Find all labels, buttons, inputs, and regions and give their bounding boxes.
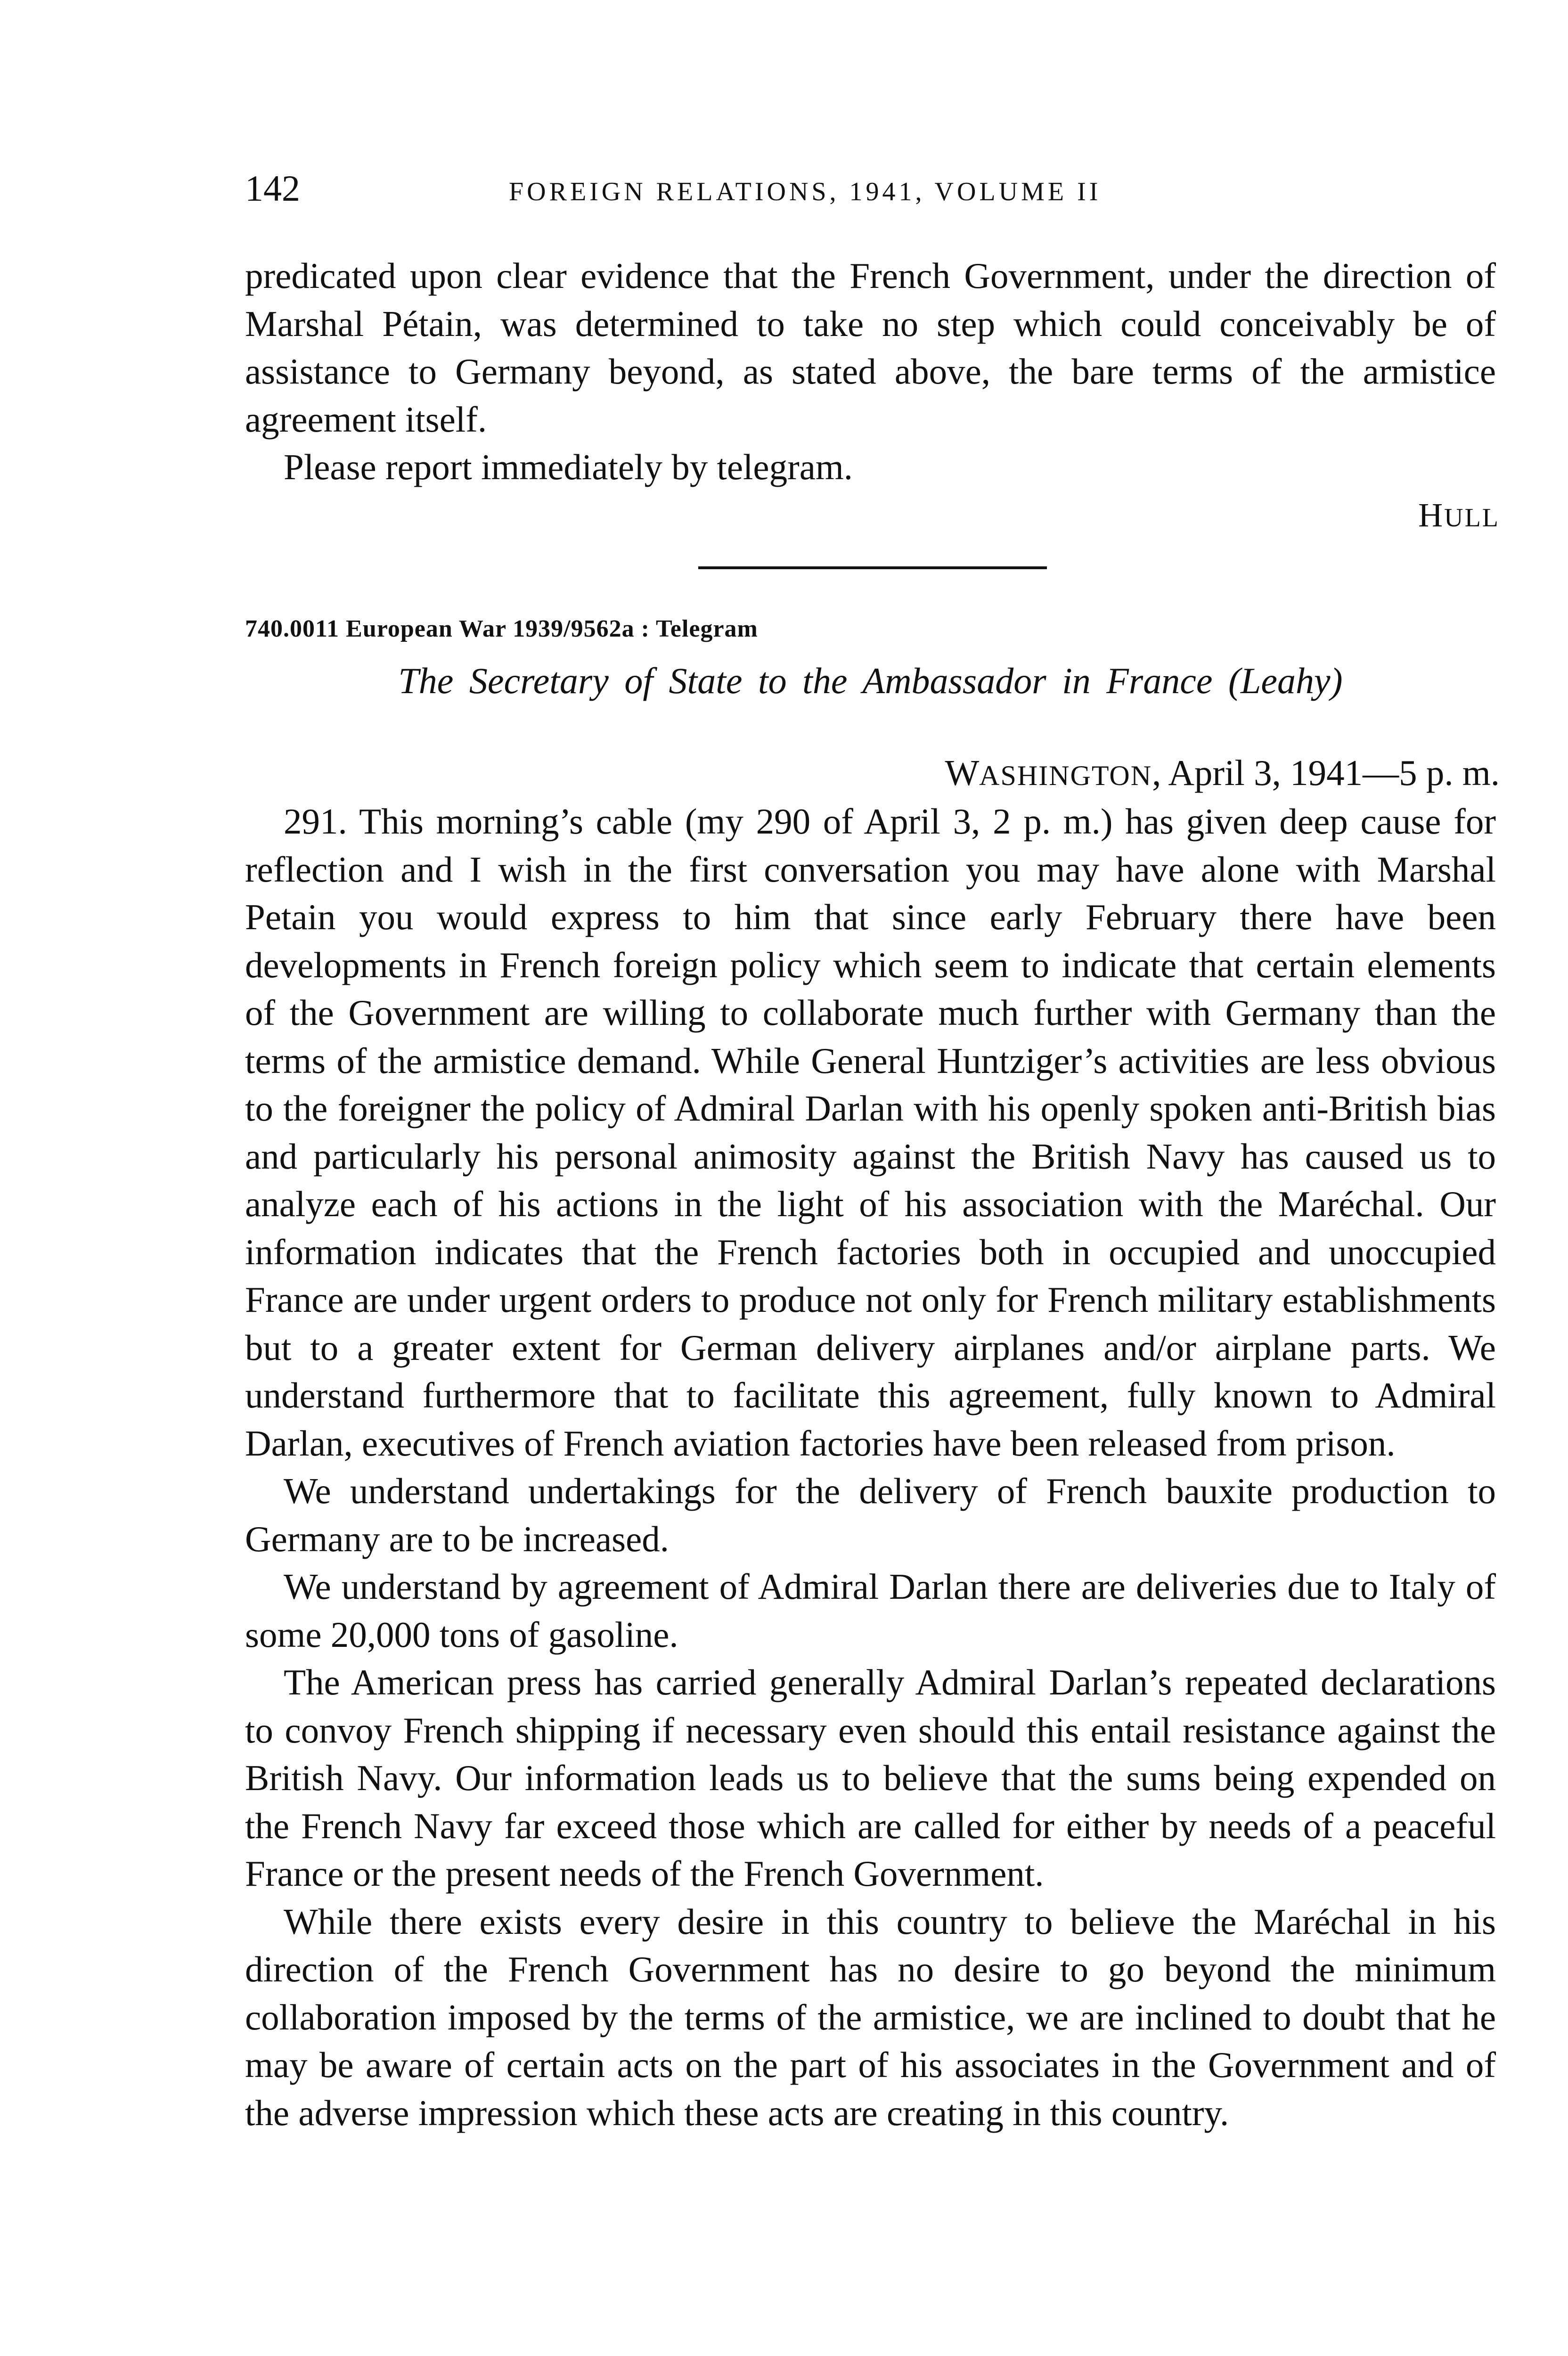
- running-head: [245, 163, 1496, 214]
- signature-rest: ULL: [1444, 503, 1500, 532]
- continued-paragraph: Please report immediately by telegram.: [284, 447, 853, 487]
- dateline: [945, 749, 1500, 800]
- dateline-place-initial: W: [945, 753, 980, 793]
- telegram-body: [245, 798, 1496, 2137]
- signature-initial: H: [1418, 496, 1445, 534]
- body-paragraph: We understand by agreement of Admiral Darlan there are deliveries due to Italy of some 20,000 tons of gasoline.: [245, 1566, 1496, 1655]
- running-title: FOREIGN RELATIONS, 1941, VOLUME II: [509, 177, 1102, 206]
- body-paragraph: 291. This morning’s cable (my 290 of April 3, 2 p. m.) has given deep cause for reflection and I wish in the first conversation you may have alone with Marshal Petain you would express to him that since early February there have been developments in French foreign policy which seem to indicate that certain elements of the Government are willing to collaborate much further with Germany than the terms of the armistice demand. While General Huntziger’s activities are less obvious to the foreigner the policy of Admiral Darlan with his openly spoken anti-British bias and particularly his personal animosity against the British Navy has caused us to analyze each of his actions in the light of his association with the Maréchal. Our information indicates that the French factories both in occupied and unoccupied France are under urgent orders to produce not only for French military establishments but to a greater extent for German delivery airplanes and/or airplane parts. We understand furthermore that to facilitate this agreement, fully known to Admiral Darlan, executives of French aviation factories have been released from prison.: [245, 801, 1496, 1464]
- continued-paragraph: predicated upon clear evidence that the French Government, under the direction of Marshal Pétain, was determined to take no step which could conceivably be of assistance to Germany beyond, as stated above, the bare terms of the armistice agreement itself.: [245, 255, 1496, 440]
- dateline-date: , April 3, 1941—5 p. m.: [1152, 753, 1500, 793]
- continued-text: [245, 252, 1496, 491]
- body-paragraph: While there exists every desire in this country to believe the Maréchal in his direction of the French Government has no desire to go beyond the minimum collaboration imposed by the terms of the armistice, we are inclined to doubt that he may be aware of certain acts on the part of his associates in the Government and of the adverse impression which these acts are creating in this country.: [245, 1901, 1496, 2133]
- section-divider: [698, 566, 1047, 569]
- signature-hull: [1418, 496, 1500, 535]
- document-title: The Secretary of State to the Ambassador in France (Leahy): [398, 660, 1343, 701]
- file-reference: 740.0011 European War 1939/9562a : Telegram: [245, 615, 758, 642]
- body-paragraph: We understand undertakings for the delivery of French bauxite production to Germany are to be increased.: [245, 1471, 1496, 1559]
- body-paragraph: The American press has carried generally Admiral Darlan’s repeated declarations to convoy French shipping if necessary even should this entail resistance against the British Navy. Our information leads us to believe that the sums being expended on the French Navy far exceed those which are called for either by needs of a peaceful France or the present needs of the French Government.: [245, 1662, 1496, 1894]
- page-number: 142: [245, 168, 300, 209]
- dateline-place-rest: ASHINGTON: [979, 760, 1152, 791]
